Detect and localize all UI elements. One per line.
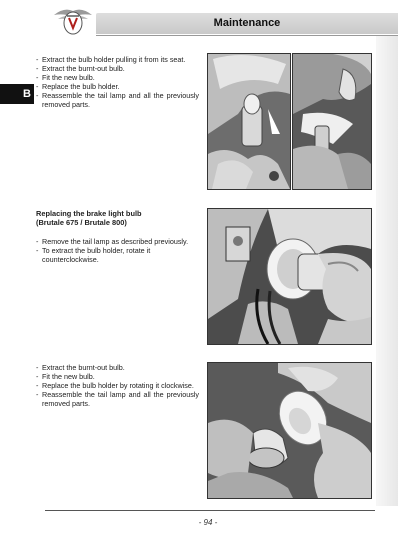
photo-brake-light-bulb-holder (207, 208, 372, 345)
header-divider (96, 35, 398, 36)
brand-logo-icon (52, 5, 94, 37)
photo-new-bulb-fitting (207, 362, 372, 499)
photo-bulb-holder-extraction (207, 53, 291, 190)
list-item: - Replace the bulb holder by rotating it clockwise. (36, 381, 199, 390)
heading-line: Replacing the brake light bulb (36, 209, 142, 218)
section-heading (36, 209, 199, 227)
list-item: - Fit the new bulb. (36, 73, 199, 82)
section1-instructions (36, 55, 199, 109)
list-item: - Reassemble the tail lamp and all the previously removed parts. (36, 390, 199, 408)
margin-strip (376, 36, 398, 506)
photo-bulb-replacement (292, 53, 372, 190)
list-item: - To extract the bulb holder, rotate it counterclockwise. (36, 246, 199, 264)
list-item: - Fit the new bulb. (36, 372, 199, 381)
page-number: - 94 - (198, 518, 218, 527)
header-bar (96, 13, 398, 34)
section3-instructions (36, 363, 199, 408)
list-item: - Reassemble the tail lamp and all the previously removed parts. (36, 91, 199, 109)
section2-instructions (36, 209, 199, 264)
list-item: - Extract the bulb holder pulling it from its seat. (36, 55, 199, 64)
footer-divider (45, 510, 375, 511)
section-tab-letter: B (23, 88, 31, 100)
heading-line: (Brutale 675 / Brutale 800) (36, 218, 127, 227)
list-item: - Extract the burnt-out bulb. (36, 64, 199, 73)
list-item: - Extract the burnt-out bulb. (36, 363, 199, 372)
list-item: - Replace the bulb holder. (36, 82, 199, 91)
page-title: Maintenance (213, 17, 281, 29)
list-item: - Remove the tail lamp as described previously. (36, 237, 199, 246)
